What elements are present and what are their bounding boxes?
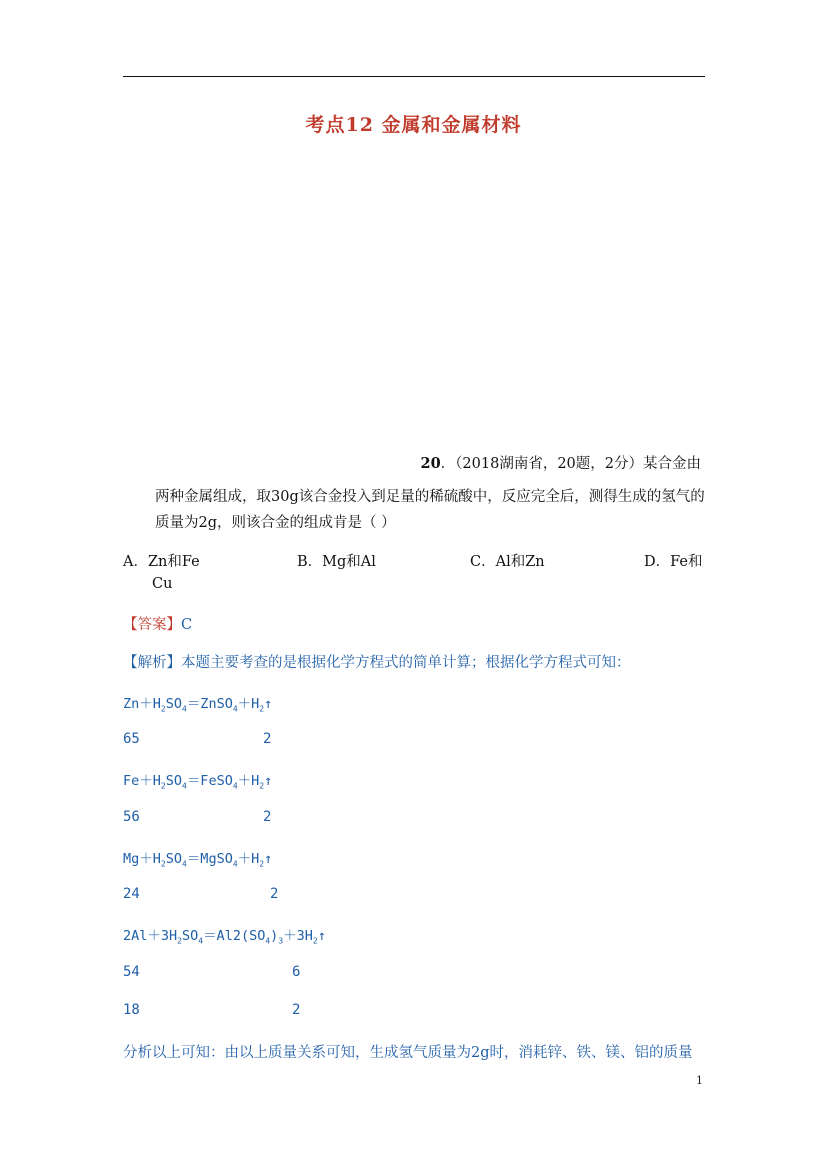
- mass-zn-right: 2: [263, 731, 272, 747]
- equation-mg: $Mg+H_2SO_4=MgSO_4+H_2↑$: [123, 851, 273, 869]
- analysis-label: 【解析】: [123, 655, 181, 671]
- mass-fe-left: 56: [123, 809, 140, 825]
- equation-zn: $Zn+H_2SO_4=ZnSO_4+H_2↑$: [123, 696, 273, 714]
- mass-mg-right: 2: [270, 886, 279, 902]
- mass-zn-left: 65: [123, 731, 140, 747]
- header-rule: [123, 76, 705, 77]
- question-line-2: 两种金属组成，取30g该合金投入到足量的稀硫酸中，反应完全后，测得生成的氢气的: [155, 489, 705, 505]
- mass-ratio-right: 2: [292, 1002, 301, 1018]
- mass-fe-right: 2: [263, 809, 272, 825]
- page-title: 考点12 金属和金属材料: [305, 114, 522, 136]
- question-header: [420, 452, 701, 473]
- answer-label: 【答案】: [123, 617, 181, 633]
- mass-mg-left: 24: [123, 886, 140, 902]
- mass-al-left: 54: [123, 964, 140, 980]
- analysis-line: [123, 651, 631, 672]
- option-d: D．Fe和: [644, 554, 703, 570]
- page-number: 1: [696, 1074, 703, 1087]
- question-line-3: 质量为2g，则该合金的组成肯是（ ）: [155, 515, 396, 531]
- mass-al-right: 6: [292, 964, 301, 980]
- analysis-summary: 分析以上可知：由以上质量关系可知，生成氢气质量为2g时，消耗锌、铁、镁、铝的质量: [123, 1045, 693, 1061]
- equation-fe: $Fe+H_2SO_4=FeSO_4+H_2↑$: [123, 773, 273, 791]
- question-source: ．（2018湖南省，20题，2分）某合金由: [440, 456, 701, 472]
- analysis-text: 本题主要考查的是根据化学方程式的简单计算；根据化学方程式可知：: [181, 655, 631, 671]
- question-number: 20: [420, 455, 441, 472]
- answer-line: [123, 613, 192, 634]
- option-d-continued: Cu: [152, 576, 173, 592]
- option-a: A．Zn和Fe: [123, 554, 200, 570]
- option-c: C．Al和Zn: [470, 554, 545, 570]
- answer-value: C: [181, 617, 193, 633]
- option-b: B．Mg和Al: [297, 554, 376, 570]
- mass-ratio-left: 18: [123, 1002, 140, 1018]
- equation-al: $2Al+3H_2SO_4=Al2(SO_4)_3+3H_2↑$: [123, 928, 326, 946]
